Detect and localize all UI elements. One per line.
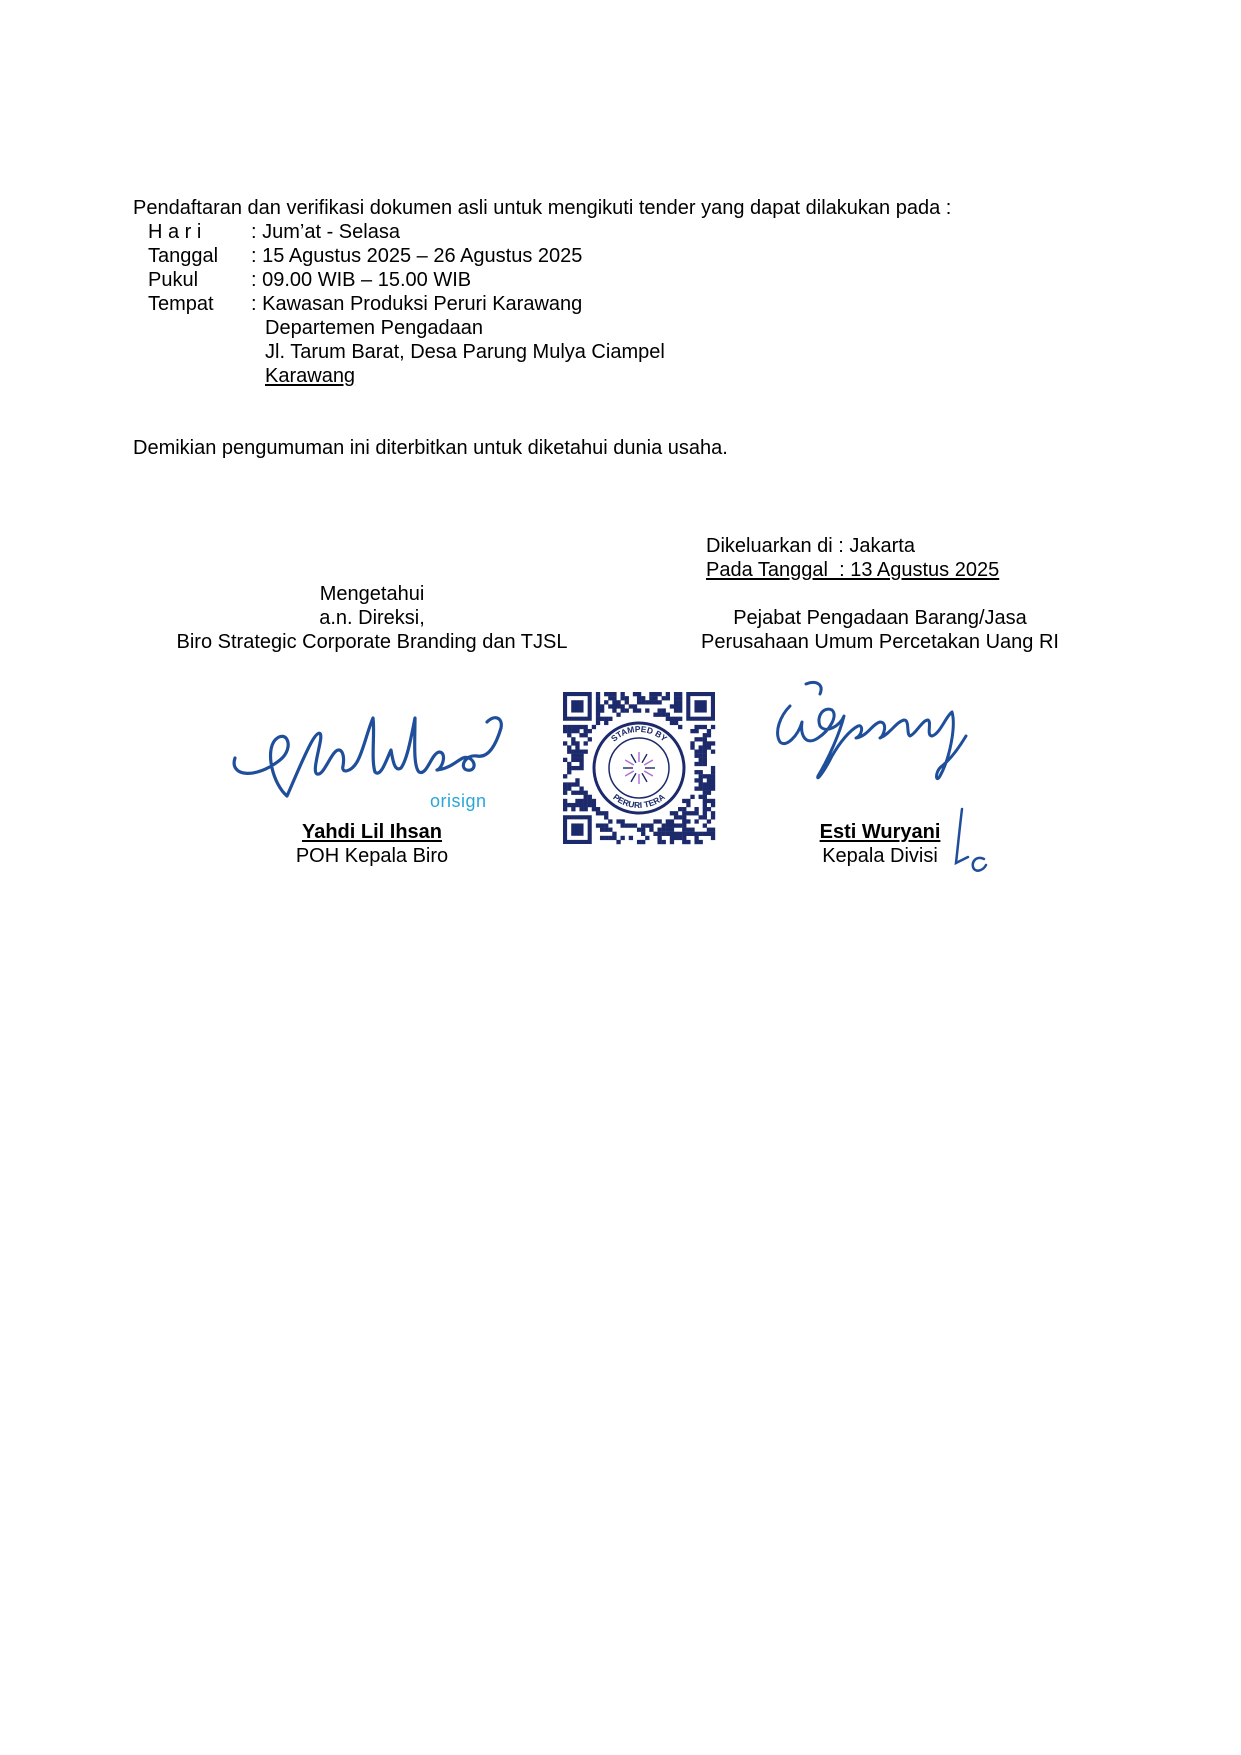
tempat-line-4: Karawang xyxy=(265,365,356,387)
right-sign-line-1: Pejabat Pengadaan Barang/Jasa xyxy=(733,607,1027,629)
tanggal-value: : 15 Agustus 2025 – 26 Agustus 2025 xyxy=(251,245,583,267)
tempat-label: Tempat xyxy=(148,293,214,315)
intro-text: Pendaftaran dan verifikasi dokumen asli untuk mengikuti tender yang dapat dilakukan pada : xyxy=(133,197,952,219)
hari-value: : Jum’at - Selasa xyxy=(251,221,400,243)
qr-stamp-image xyxy=(563,692,715,844)
tempat-line-3: Jl. Tarum Barat, Desa Parung Mulya Ciampel xyxy=(265,341,665,363)
left-sign-line-3: Biro Strategic Corporate Branding dan TJSL xyxy=(176,631,568,653)
issued-place: Dikeluarkan di : Jakarta xyxy=(706,535,915,557)
orisign-logo-text: orisign xyxy=(430,791,487,811)
right-signature-image xyxy=(760,676,990,791)
tempat-line-2: Departemen Pengadaan xyxy=(265,317,483,339)
left-sign-line-1: Mengetahui xyxy=(319,583,425,605)
orisign-logo xyxy=(430,789,487,813)
closing-text: Demikian pengumuman ini diterbitkan untuk diketahui dunia usaha. xyxy=(133,437,728,459)
initial-paraf-image xyxy=(950,805,990,875)
tempat-value: : Kawasan Produksi Peruri Karawang xyxy=(251,293,583,315)
stamp-top-text: STAMPED BY xyxy=(608,723,670,744)
left-signature-image xyxy=(225,688,505,798)
left-signer-position: POH Kepala Biro xyxy=(295,845,449,867)
right-signer-name: Esti Wuryani xyxy=(819,821,941,843)
tanggal-label: Tanggal xyxy=(148,245,219,267)
pukul-label: Pukul xyxy=(148,269,199,291)
stamp-bottom-text: PERURI TERA xyxy=(611,791,667,811)
left-sign-line-2: a.n. Direksi, xyxy=(319,607,425,629)
pukul-value: : 09.00 WIB – 15.00 WIB xyxy=(251,269,472,291)
right-signer-position: Kepala Divisi xyxy=(822,845,938,867)
hari-label: H a r i xyxy=(148,221,202,243)
issued-date: Pada Tanggal : 13 Agustus 2025 xyxy=(706,559,1000,581)
right-sign-line-2: Perusahaan Umum Percetakan Uang RI xyxy=(701,631,1059,653)
left-signer-name: Yahdi Lil Ihsan xyxy=(301,821,443,843)
